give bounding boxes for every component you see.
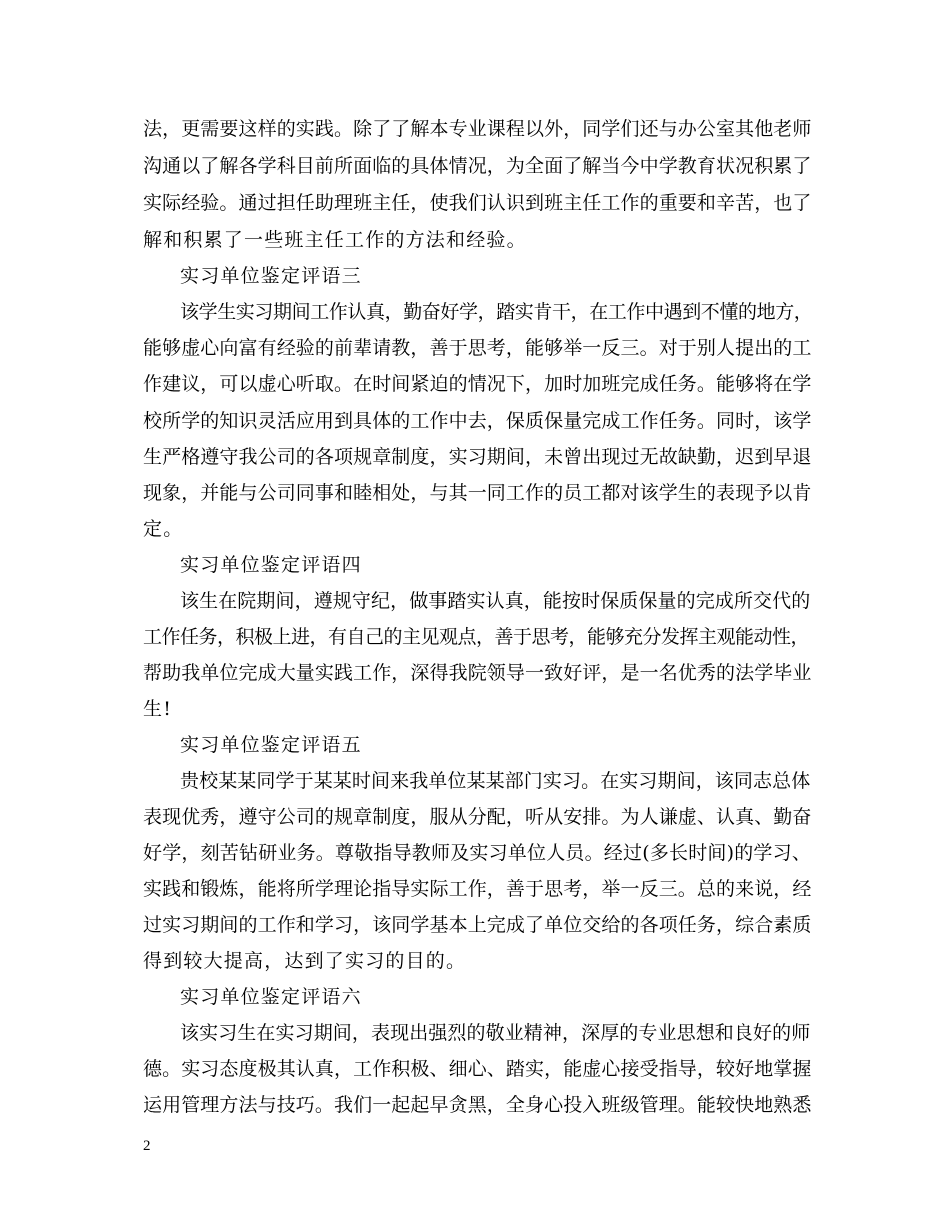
paragraph-line: 该实习生在实习期间，表现出强烈的敬业精神，深厚的专业思想和良好的师: [180, 1022, 811, 1044]
paragraph-line: 好学，刻苦钻研业务。尊敬指导教师及实习单位人员。经过(多长时间)的学习、: [143, 842, 812, 864]
paragraph-line: 工作任务，积极上进，有自己的主见观点，善于思考，能够充分发挥主观能动性，: [143, 626, 810, 648]
page-number: 2: [143, 1138, 151, 1154]
paragraph-line: 实践和锻炼，能将所学理论指导实际工作，善于思考，举一反三。总的来说，经: [143, 878, 812, 900]
paragraph-line: 贵校某某同学于某某时间来我单位某某部门实习。在实习期间，该同志总体: [180, 770, 811, 792]
section-heading: 实习单位鉴定评语六: [180, 986, 362, 1008]
paragraph-line: 运用管理方法与技巧。我们一起起早贪黑，全身心投入班级管理。能较快地熟悉: [143, 1094, 812, 1116]
paragraph-line: 沟通以了解各学科目前所面临的具体情况，为全面了解当今中学教育状况积累了: [143, 155, 812, 177]
section-heading: 实习单位鉴定评语四: [180, 554, 362, 576]
paragraph-line: 能够虚心向富有经验的前辈请教，善于思考，能够举一反三。对于别人提出的工: [143, 337, 812, 359]
paragraph-line: 定。: [143, 518, 184, 540]
paragraph-line: 实际经验。通过担任助理班主任，使我们认识到班主任工作的重要和辛苦，也了: [143, 192, 812, 214]
paragraph-line: 表现优秀，遵守公司的规章制度，服从分配，听从安排。为人谦虚、认真、勤奋: [143, 806, 812, 828]
paragraph-line: 生严格遵守我公司的各项规章制度，实习期间，未曾出现过无故缺勤，迟到早退: [143, 446, 812, 468]
paragraph-line: 该学生实习期间工作认真，勤奋好学，踏实肯干，在工作中遇到不懂的地方，: [180, 301, 813, 323]
paragraph-line: 该生在院期间，遵规守纪，做事踏实认真，能按时保质保量的完成所交代的: [180, 590, 811, 612]
paragraph-line: 解和积累了一些班主任工作的方法和经验。: [143, 229, 527, 251]
section-heading: 实习单位鉴定评语五: [180, 734, 362, 756]
paragraph-line: 德。实习态度极其认真，工作积极、细心、踏实，能虚心接受指导，较好地掌握: [143, 1058, 812, 1080]
paragraph-line: 校所学的知识灵活应用到具体的工作中去，保质保量完成工作任务。同时，该学: [143, 410, 812, 432]
section-heading: 实习单位鉴定评语三: [180, 265, 362, 287]
paragraph-line: 作建议，可以虚心听取。在时间紧迫的情况下，加时加班完成任务。能够将在学: [143, 373, 812, 395]
paragraph-line: 现象，并能与公司同事和睦相处，与其一同工作的员工都对该学生的表现予以肯: [143, 482, 812, 504]
paragraph-line: 帮助我单位完成大量实践工作，深得我院领导一致好评，是一名优秀的法学毕业: [143, 662, 812, 684]
paragraph-line: 过实习期间的工作和学习，该同学基本上完成了单位交给的各项任务，综合素质: [143, 914, 812, 936]
paragraph-line: 生!: [143, 698, 173, 720]
paragraph-line: 法，更需要这样的实践。除了了解本专业课程以外，同学们还与办公室其他老师: [143, 118, 812, 140]
paragraph-line: 得到较大提高，达到了实习的目的。: [143, 950, 467, 972]
